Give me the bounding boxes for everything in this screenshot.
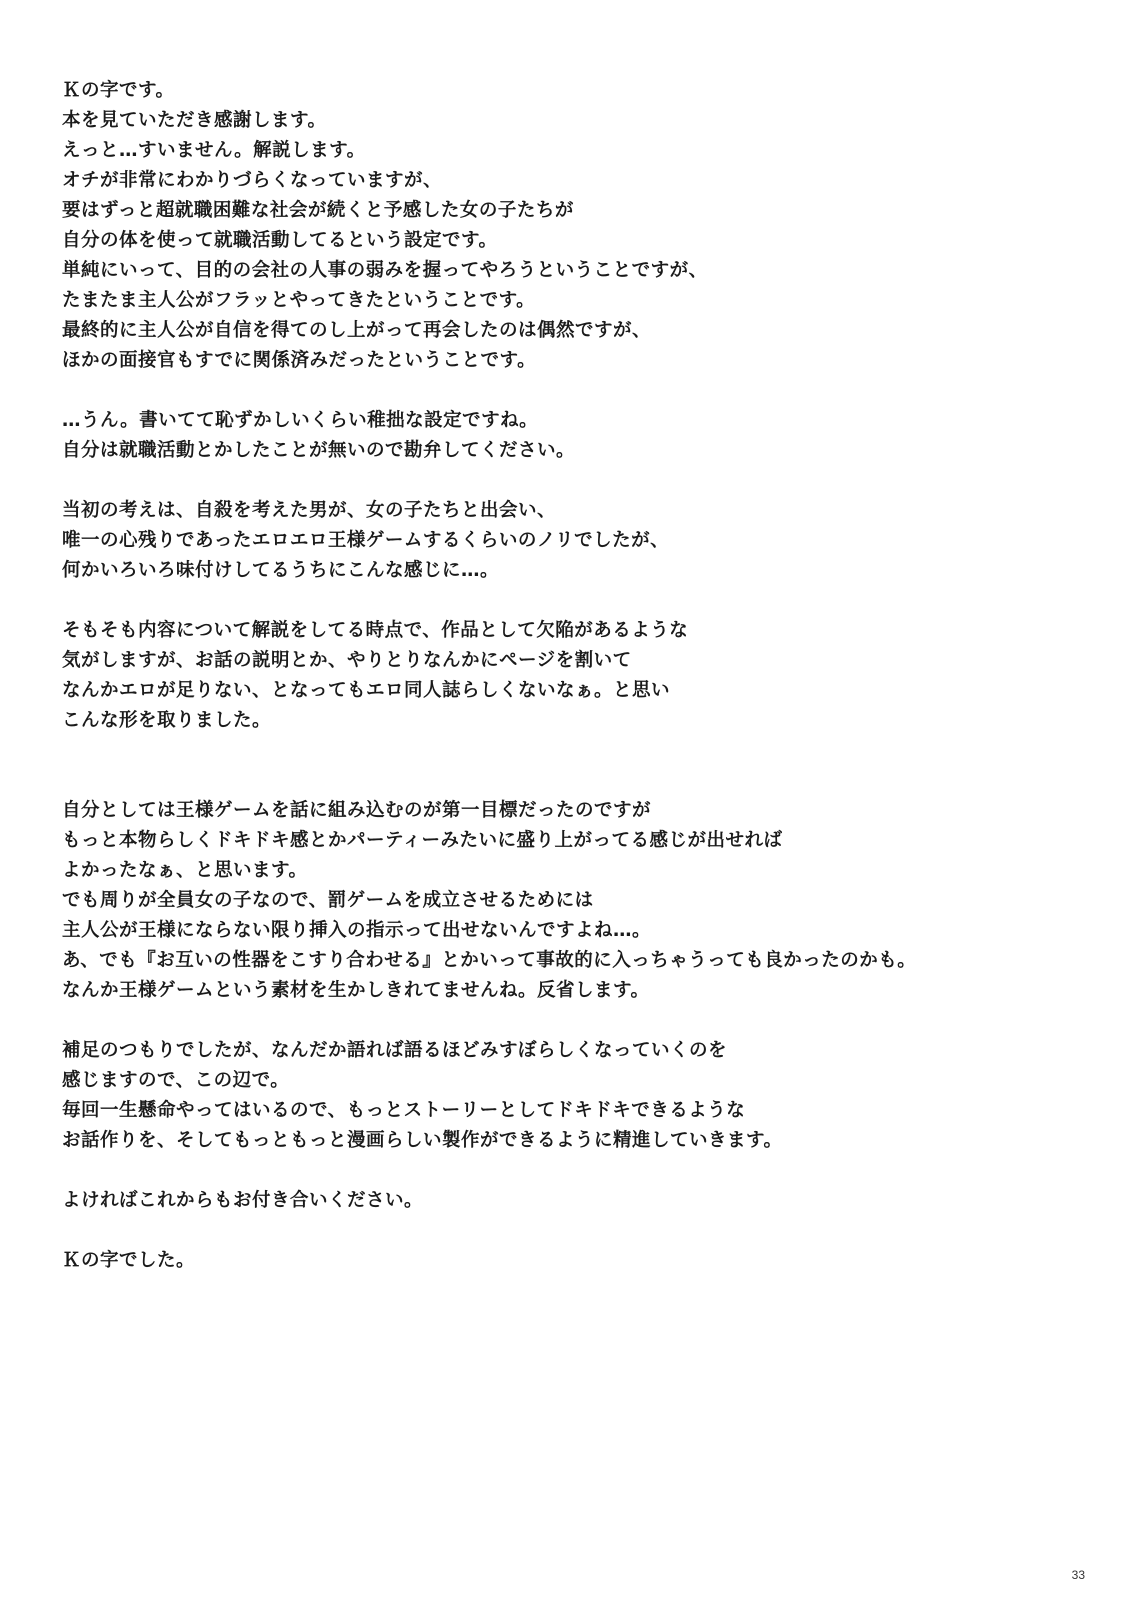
text-line: よかったなぁ、と思います。 [62, 860, 308, 881]
text-line: 何かいろいろ味付けしてるうちにこんな感じに…。 [62, 560, 500, 581]
afterword-text [62, 76, 1062, 1276]
text-line: オチが非常にわかりづらくなっていますが、 [62, 170, 443, 191]
text-line: よければこれからもお付き合いください。 [62, 1190, 424, 1211]
text-line: 気がしますが、お話の説明とか、やりとりなんかにページを割いて [62, 650, 632, 671]
text-line: 毎回一生懸命やってはいるので、もっとストーリーとしてドキドキできるような [62, 1100, 746, 1121]
text-line: もっと本物らしくドキドキ感とかパーティーみたいに盛り上がってる感じが出せれば [62, 830, 783, 851]
text-line: 自分としては王様ゲームを話に組み込むのが第一目標だったのですが [62, 800, 652, 821]
page-number: 33 [1071, 1568, 1085, 1582]
text-line: 自分は就職活動とかしたことが無いので勘弁してください。 [62, 440, 576, 461]
signature-line: Ｋの字でした。 [62, 1250, 196, 1271]
text-line: たまたま主人公がフラッとやってきたということです。 [62, 290, 536, 311]
text-line: 当初の考えは、自殺を考えた男が、女の子たちと出会い、 [62, 500, 557, 521]
text-line: Ｋの字です。 [62, 80, 175, 101]
paragraph-gap [62, 1156, 1062, 1186]
text-line: なんかエロが足りない、となってもエロ同人誌らしくないなぁ。と思い [62, 680, 671, 701]
text-line: 補足のつもりでしたが、なんだか語れば語るほどみすぼらしくなっていくのを [62, 1040, 728, 1061]
text-line: こんな形を取りました。 [62, 710, 272, 731]
text-line: なんか王様ゲームという素材を生かしきれてませんね。反省します。 [62, 980, 650, 1001]
text-line: 主人公が王様にならない限り挿入の指示って出せないんですよね…。 [62, 920, 652, 941]
text-line: 感じますので、この辺で。 [62, 1070, 290, 1091]
paragraph-gap [62, 736, 1062, 796]
paragraph-gap [62, 376, 1062, 406]
text-line: お話作りを、そしてもっともっと漫画らしい製作ができるように精進していきます。 [62, 1130, 783, 1151]
text-line: そもそも内容について解説をしてる時点で、作品として欠陥があるような [62, 620, 689, 641]
text-line: 自分の体を使って就職活動してるという設定です。 [62, 230, 498, 251]
text-line: …うん。書いてて恥ずかしいくらい稚拙な設定ですね。 [62, 410, 539, 431]
text-line: 最終的に主人公が自信を得てのし上がって再会したのは偶然ですが、 [62, 320, 652, 341]
text-line: 要はずっと超就職困難な社会が続くと予感した女の子たちが [62, 200, 574, 221]
text-line: 本を見ていただき感謝します。 [62, 110, 327, 131]
text-line: ほかの面接官もすでに関係済みだったということです。 [62, 350, 537, 371]
text-line: あ、でも『お互いの性器をこすり合わせる』とかいって事故的に入っちゃうっても良かったのかも。 [62, 950, 917, 971]
paragraph-gap [62, 1006, 1062, 1036]
paragraph-gap [62, 1216, 1062, 1246]
text-line: でも周りが全員女の子なので、罰ゲームを成立させるためには [62, 890, 594, 911]
text-line: 単純にいって、目的の会社の人事の弱みを握ってやろうということですが、 [62, 260, 708, 281]
paragraph-gap [62, 586, 1062, 616]
paragraph-gap [62, 466, 1062, 496]
text-line: 唯一の心残りであったエロエロ王様ゲームするくらいのノリでしたが、 [62, 530, 670, 551]
text-line: えっと…すいません。解説します。 [62, 140, 366, 161]
